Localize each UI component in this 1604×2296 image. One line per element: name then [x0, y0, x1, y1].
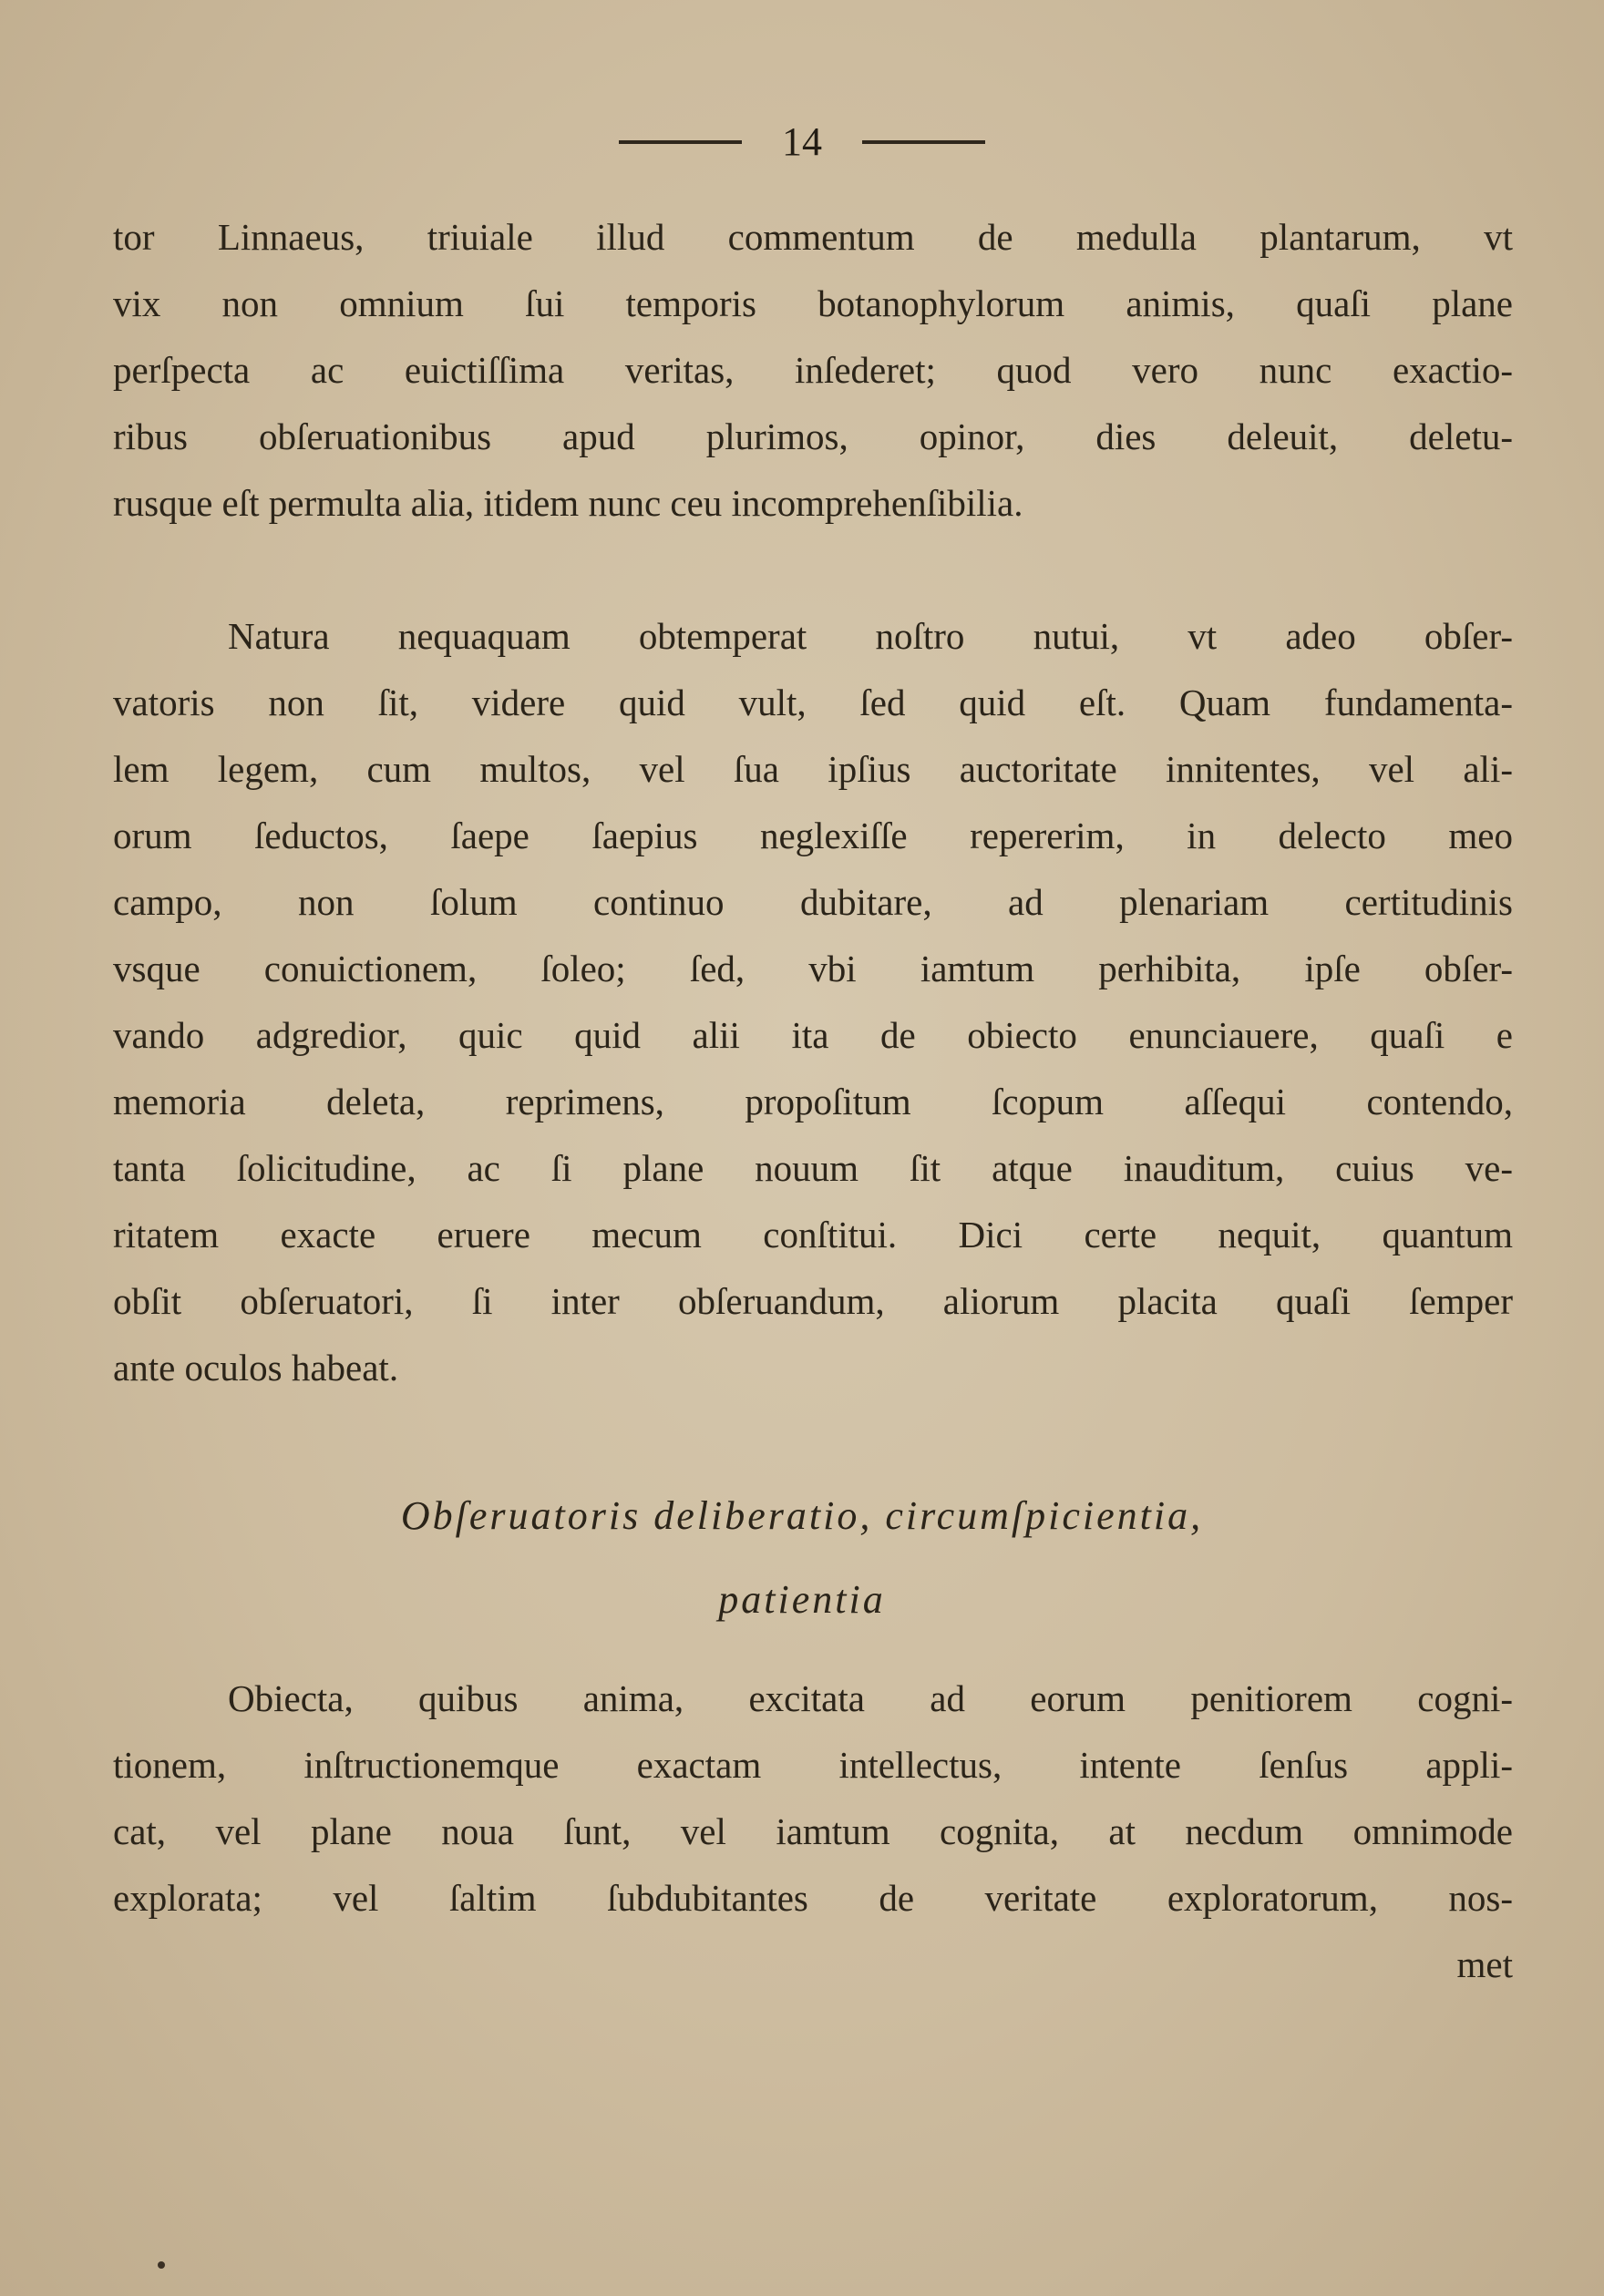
header-rule-left	[619, 140, 742, 144]
text-line: tionem, inſtructionemque exactam intellectus, intente ſenſus appli-	[113, 1744, 1513, 1786]
paragraph-continuation	[113, 204, 1513, 537]
text-line: explorata; vel ſaltim ſubdubitantes de veritate exploratorum, nos-	[113, 1877, 1513, 1919]
text-line: vsque conuictionem, ſoleo; ſed, vbi iamtum perhibita, ipſe obſer-	[113, 948, 1513, 989]
section-heading	[0, 1474, 1604, 1642]
text-line: cat, vel plane noua ſunt, vel iamtum cognita, at necdum omnimode	[113, 1810, 1513, 1852]
text-line: vatoris non ſit, videre quid vult, ſed quid eſt. Quam fundamenta-	[113, 682, 1513, 723]
header-rule-right	[862, 140, 985, 144]
ink-speck	[158, 2261, 165, 2269]
text-line: ribus obſeruationibus apud plurimos, opinor, dies deleuit, deletu-	[113, 415, 1513, 457]
text-line: obſit obſeruatori, ſi inter obſeruandum, aliorum placita quaſi ſemper	[113, 1280, 1513, 1322]
text-line: memoria deleta, reprimens, propoſitum ſcopum aſſequi contendo,	[113, 1081, 1513, 1122]
text-line: perſpecta ac euictiſſima veritas, inſederet; quod vero nunc exactio-	[113, 349, 1513, 391]
text-line: vando adgredior, quic quid alii ita de obiecto enunciauere, quaſi e	[113, 1014, 1513, 1056]
page-number: 14	[782, 119, 822, 164]
text-line: tor Linnaeus, triuiale illud commentum de medulla plantarum, vt	[113, 216, 1513, 258]
heading-line: Obſeruatoris deliberatio, circumſpicientia,	[400, 1493, 1204, 1538]
text-line: rusque eſt permulta alia, itidem nunc ceu incomprehenſibilia.	[113, 482, 1023, 524]
text-line: Obiecta, quibus anima, excitata ad eorum penitiorem cogni-	[228, 1677, 1513, 1719]
text-line: ritatem exacte eruere mecum conſtitui. Dici certe nequit, quantum	[113, 1214, 1513, 1256]
paragraph-obiecta	[113, 1666, 1513, 1998]
text-line: vix non omnium ſui temporis botanophylorum animis, quaſi plane	[113, 282, 1513, 324]
text-line: Natura nequaquam obtemperat noſtro nutui, vt adeo obſer-	[228, 615, 1513, 657]
text-line: ante oculos habeat.	[113, 1347, 399, 1389]
paragraph-natura	[113, 603, 1513, 1401]
text-line: lem legem, cum multos, vel ſua ipſius auctoritate innitentes, vel ali-	[113, 748, 1513, 790]
text-line: campo, non ſolum continuo dubitare, ad plenariam certitudinis	[113, 881, 1513, 923]
catchword: met	[1456, 1943, 1513, 1985]
text-line: orum ſeductos, ſaepe ſaepius neglexiſſe repererim, in delecto meo	[113, 815, 1513, 856]
text-line: tanta ſolicitudine, ac ſi plane nouum ſit atque inauditum, cuius ve-	[113, 1147, 1513, 1189]
page-header	[0, 118, 1604, 165]
heading-line: patientia	[718, 1577, 886, 1622]
